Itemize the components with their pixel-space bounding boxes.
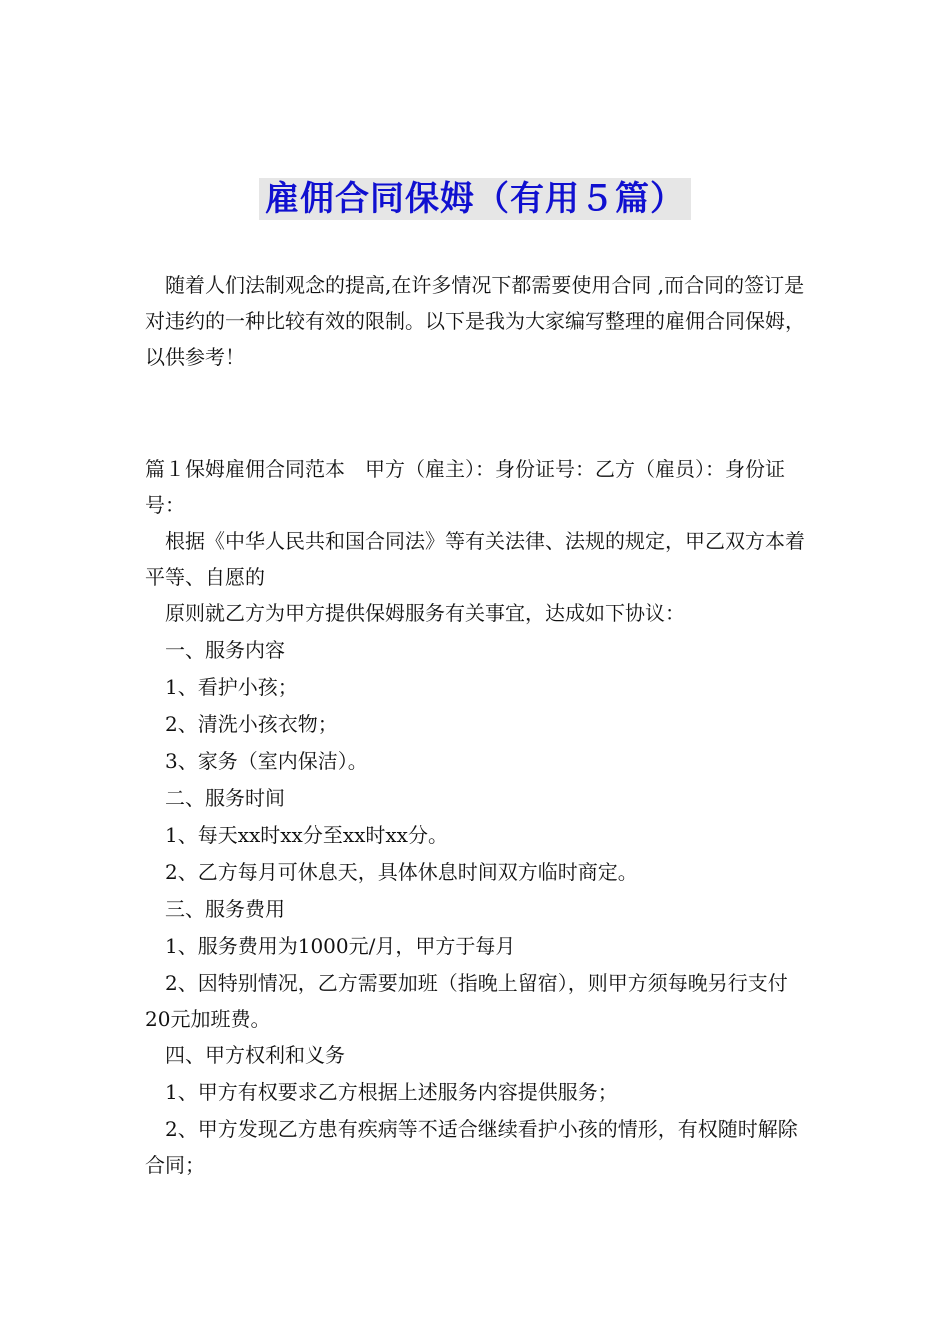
legal-basis-line: 根据《中华人民共和国合同法》等有关法律、法规的规定，甲乙双方本着平等、自愿的 <box>145 529 805 589</box>
section-heading-service-content: 一、服务内容 <box>165 638 285 662</box>
list-item: 2、乙方每月可休息天，具体休息时间双方临时商定。 <box>165 860 638 884</box>
list-item: 1、服务费用为1000元/月，甲方于每月 <box>165 934 516 958</box>
list-item: 1、每天xx时xx分至xx时xx分。 <box>165 823 448 847</box>
section-heading-service-time: 二、服务时间 <box>165 786 285 810</box>
list-item: 3、家务（室内保洁）。 <box>165 749 368 773</box>
section-heading-service-fee: 三、服务费用 <box>165 897 285 921</box>
contract-section <box>145 451 813 1183</box>
section-heading-party-a-rights: 四、甲方权利和义务 <box>165 1043 345 1067</box>
title-container <box>0 178 950 220</box>
document-title: 雇佣合同保姆（有用５篇） <box>259 178 691 220</box>
list-item: 2、因特别情况，乙方需要加班（指晚上留宿），则甲方须每晚另行支付20元加班费。 <box>145 971 788 1031</box>
list-item: 2、甲方发现乙方患有疾病等不适合继续看护小孩的情形，有权随时解除合同； <box>145 1117 798 1177</box>
contract-heading-line: 篇１保姆雇佣合同范本 甲方（雇主）：身份证号：乙方（雇员）：身份证号： <box>145 457 785 517</box>
intro-paragraph: 随着人们法制观念的提高,在许多情况下都需要使用合同 ,而合同的签订是对违约的一种比较有效的限制。以下是我为大家编写整理的雇佣合同保姆，以供参考！ <box>145 273 805 369</box>
list-item: 1、甲方有权要求乙方根据上述服务内容提供服务； <box>165 1080 618 1104</box>
list-item: 1、看护小孩； <box>165 675 298 699</box>
list-item: 2、清洗小孩衣物； <box>165 712 338 736</box>
agreement-line: 原则就乙方为甲方提供保姆服务有关事宜，达成如下协议： <box>165 601 685 625</box>
